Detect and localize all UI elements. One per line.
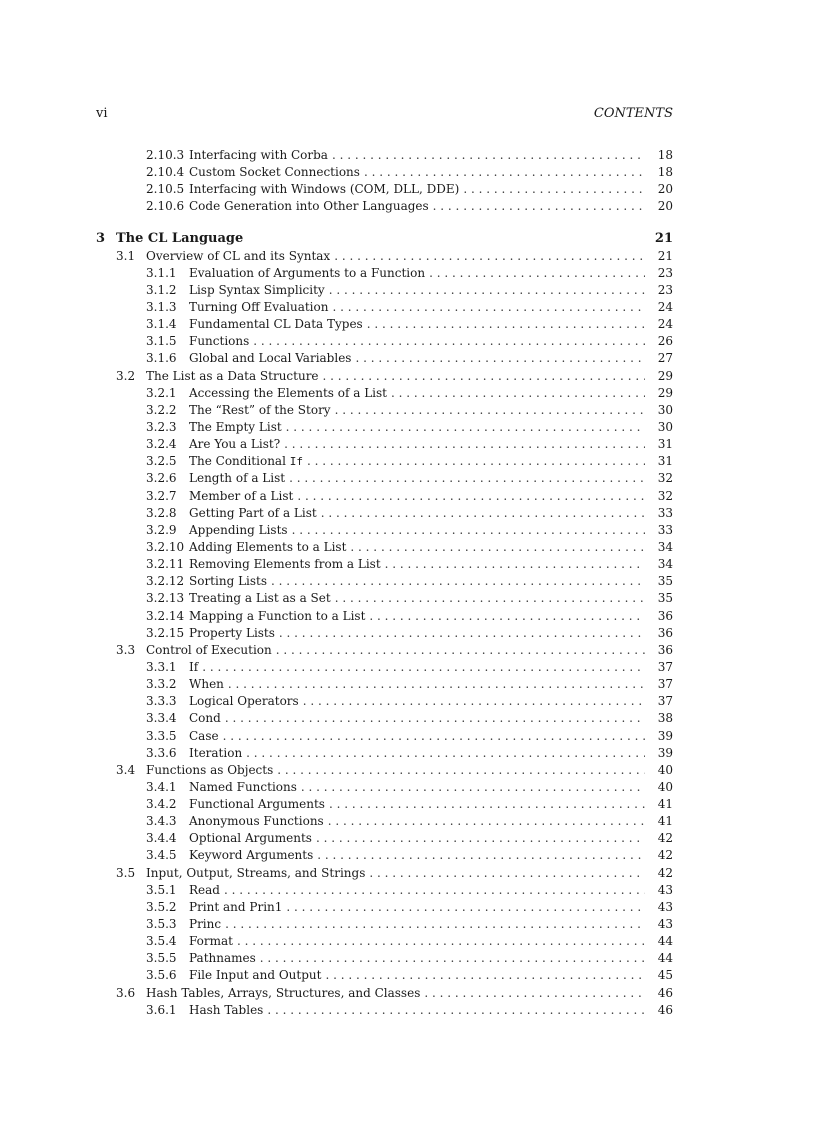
- entry-title: Lisp Syntax Simplicity: [189, 282, 325, 297]
- entry-title: Appending Lists: [189, 522, 288, 537]
- entry-title: Fundamental CL Data Types: [189, 317, 363, 332]
- entry-page: 34: [657, 539, 673, 554]
- entry-title: The Empty List: [189, 419, 282, 434]
- entry-page: 43: [657, 917, 673, 932]
- entry-title: Hash Tables: [189, 1002, 264, 1017]
- entry-number: 3.2.9: [146, 522, 177, 537]
- toc-subsection-row[interactable]: [96, 967, 673, 984]
- entry-page: 42: [657, 848, 673, 863]
- leader-dots: [463, 181, 645, 198]
- entry-page: 44: [657, 951, 673, 966]
- entry-number: 3.5: [116, 865, 136, 880]
- entry-title: File Input and Output: [189, 968, 322, 983]
- entry-number: 3.1.2: [146, 282, 177, 297]
- leader-dots: [391, 385, 645, 402]
- entry-title: Interfacing with Windows (COM, DLL, DDE): [189, 182, 460, 197]
- entry-number: 3.2.7: [146, 488, 177, 503]
- entry-title: Case: [189, 728, 219, 743]
- toc-subsection-row[interactable]: [96, 299, 673, 316]
- toc-subsection-row[interactable]: [96, 882, 673, 899]
- leader-dots: [334, 248, 645, 265]
- entry-page: 26: [657, 334, 673, 349]
- leader-dots: [323, 368, 645, 385]
- entry-title: Format: [189, 934, 233, 949]
- entry-page: 36: [657, 625, 673, 640]
- toc-subsection-row[interactable]: [96, 916, 673, 933]
- toc-section-row[interactable]: [96, 865, 673, 882]
- entry-title: Optional Arguments: [189, 831, 312, 846]
- entry-page: 33: [657, 522, 673, 537]
- toc-subsection-row[interactable]: [96, 847, 673, 864]
- entry-title: Global and Local Variables: [189, 351, 352, 366]
- toc-subsection-row[interactable]: [96, 350, 673, 367]
- toc-subsection-row[interactable]: [96, 676, 673, 693]
- toc-subsection-row[interactable]: [96, 950, 673, 967]
- entry-title: Are You a List?: [189, 437, 281, 452]
- entry-number: 3.3.3: [146, 694, 177, 709]
- entry-page: 31: [657, 437, 673, 452]
- entry-page: 29: [657, 385, 673, 400]
- leader-dots: [329, 282, 645, 299]
- toc-subsection-row[interactable]: [96, 830, 673, 847]
- entry-page: 39: [657, 745, 673, 760]
- entry-number: 3.3.6: [146, 745, 177, 760]
- entry-title: Interfacing with Corba: [189, 148, 328, 162]
- leader-dots: [279, 625, 645, 642]
- leader-dots: [301, 779, 645, 796]
- entry-page: 27: [657, 351, 673, 366]
- leader-dots: [335, 590, 645, 607]
- toc-subsection-row[interactable]: [96, 198, 673, 215]
- entry-number: 3.3: [116, 642, 136, 657]
- entry-page: 43: [657, 899, 673, 914]
- toc-subsection-row[interactable]: [96, 608, 673, 625]
- entry-title: Control of Execution: [146, 642, 272, 657]
- entry-number: 3.6: [116, 985, 136, 1000]
- entry-page: 18: [657, 148, 673, 162]
- leader-dots: [202, 659, 645, 676]
- entry-page: 23: [657, 265, 673, 280]
- leader-dots: [369, 865, 645, 882]
- entry-title: Code Generation into Other Languages: [189, 199, 429, 214]
- entry-number: 3.2.13: [146, 591, 185, 606]
- entry-number: 3.2.15: [146, 625, 185, 640]
- toc-subsection-row[interactable]: [96, 488, 673, 505]
- leader-dots: [237, 933, 645, 950]
- entry-number: 3.5.6: [146, 968, 177, 983]
- entry-page: 30: [657, 419, 673, 434]
- leader-dots: [297, 488, 645, 505]
- toc-subsection-row[interactable]: [96, 539, 673, 556]
- leader-dots: [385, 556, 645, 573]
- entry-title: Treating a List as a Set: [189, 591, 331, 606]
- entry-title: When: [189, 677, 224, 692]
- entry-number: 3.3.5: [146, 728, 177, 743]
- entry-number: 2.10.6: [146, 199, 185, 214]
- toc-subsection-row[interactable]: [96, 522, 673, 539]
- entry-number: 3.1.5: [146, 334, 177, 349]
- entry-page: 40: [657, 779, 673, 794]
- toc-subsection-row[interactable]: [96, 505, 673, 522]
- chapter-number: 3: [96, 230, 106, 246]
- toc-subsection-row[interactable]: [96, 556, 673, 573]
- entry-title: Length of a List: [189, 471, 286, 486]
- entry-page: 33: [657, 505, 673, 520]
- entry-title: Functions: [189, 334, 250, 349]
- entry-title: If: [189, 659, 199, 674]
- leader-dots: [225, 710, 645, 727]
- toc-subsection-row[interactable]: [96, 745, 673, 762]
- toc-subsection-row[interactable]: [96, 813, 673, 830]
- toc-section-row[interactable]: [96, 642, 673, 659]
- toc-subsection-row[interactable]: [96, 625, 673, 642]
- entry-number: 3.2.2: [146, 402, 177, 417]
- leader-dots: [433, 198, 645, 215]
- entry-title: Cond: [189, 711, 221, 726]
- entry-title: Pathnames: [189, 951, 256, 966]
- entry-page: 34: [657, 557, 673, 572]
- page-header: [96, 106, 673, 124]
- entry-title: The Conditional If: [189, 454, 303, 469]
- entry-title: Sorting Lists: [189, 574, 268, 589]
- entry-number: 3.5.1: [146, 882, 177, 897]
- toc-subsection-row[interactable]: [96, 419, 673, 436]
- entry-title: Iteration: [189, 745, 243, 760]
- entry-number: 3.2: [116, 368, 136, 383]
- entry-page: 35: [657, 574, 673, 589]
- leader-dots: [303, 693, 645, 710]
- entry-page: 41: [657, 797, 673, 812]
- entry-number: 3.1: [116, 248, 136, 263]
- toc-subsection-row[interactable]: [96, 728, 673, 745]
- entry-page: 36: [657, 642, 673, 657]
- entry-number: 3.3.4: [146, 711, 177, 726]
- entry-number: 3.2.5: [146, 454, 177, 469]
- entry-page: 37: [657, 677, 673, 692]
- leader-dots: [332, 299, 645, 316]
- entry-title: Overview of CL and its Syntax: [146, 248, 331, 263]
- entry-page: 18: [657, 165, 673, 180]
- leader-dots: [316, 830, 645, 847]
- toc-subsection-row[interactable]: [96, 453, 673, 470]
- toc-subsection-row[interactable]: [96, 710, 673, 727]
- entry-number: 3.2.3: [146, 419, 177, 434]
- toc-section-row[interactable]: [96, 368, 673, 385]
- entry-page: 44: [657, 934, 673, 949]
- entry-title: Functional Arguments: [189, 797, 325, 812]
- entry-number: 3.4.4: [146, 831, 177, 846]
- entry-title: Member of a List: [189, 488, 294, 503]
- entry-number: 3.3.2: [146, 677, 177, 692]
- entry-page: 41: [657, 814, 673, 829]
- toc-section-row[interactable]: [96, 248, 673, 265]
- entry-title: Getting Part of a List: [189, 505, 317, 520]
- entry-number: 3.4.1: [146, 779, 177, 794]
- entry-number: 3.2.6: [146, 471, 177, 486]
- entry-number: 2.10.5: [146, 182, 185, 197]
- entry-page: 46: [657, 985, 673, 1000]
- toc-subsection-row[interactable]: [96, 402, 673, 419]
- toc-subsection-row[interactable]: [96, 265, 673, 282]
- entry-number: 3.2.8: [146, 505, 177, 520]
- entry-page: 32: [657, 471, 673, 486]
- toc-section-row[interactable]: [96, 762, 673, 779]
- leader-dots: [369, 608, 645, 625]
- leader-dots: [321, 505, 645, 522]
- entry-page: 23: [657, 282, 673, 297]
- leader-dots: [277, 762, 645, 779]
- toc-subsection-row[interactable]: [96, 385, 673, 402]
- leader-dots: [325, 967, 645, 984]
- leader-dots: [253, 333, 645, 350]
- entry-title: Read: [189, 882, 220, 897]
- toc-subsection-row[interactable]: [96, 779, 673, 796]
- toc-subsection-row[interactable]: [96, 796, 673, 813]
- leader-dots: [328, 813, 645, 830]
- table-of-contents: [96, 147, 673, 1019]
- entry-page: 29: [657, 368, 673, 383]
- leader-dots: [224, 882, 645, 899]
- toc-chapter-row[interactable]: [96, 230, 673, 248]
- entry-page: 37: [657, 659, 673, 674]
- leader-dots: [286, 419, 645, 436]
- entry-number: 3.4: [116, 762, 136, 777]
- entry-title: Input, Output, Streams, and Strings: [146, 865, 366, 880]
- toc-subsection-row[interactable]: [96, 147, 673, 164]
- leader-dots: [367, 316, 645, 333]
- toc-subsection-row[interactable]: [96, 933, 673, 950]
- entry-title: Named Functions: [189, 779, 297, 794]
- toc-chapter-entries: [96, 248, 673, 1019]
- toc-subsection-row[interactable]: [96, 316, 673, 333]
- leader-dots: [246, 745, 645, 762]
- entry-page: 35: [657, 591, 673, 606]
- entry-page: 24: [657, 317, 673, 332]
- entry-title: Custom Socket Connections: [189, 165, 360, 180]
- running-title: CONTENTS: [593, 106, 673, 121]
- entry-number: 3.2.4: [146, 437, 177, 452]
- entry-number: 2.10.4: [146, 165, 185, 180]
- entry-number: 3.6.1: [146, 1002, 177, 1017]
- leader-dots: [267, 1002, 645, 1019]
- entry-title: Property Lists: [189, 625, 275, 640]
- leader-dots: [223, 728, 645, 745]
- entry-title: The List as a Data Structure: [146, 368, 319, 383]
- leader-dots: [332, 147, 645, 164]
- toc-subsection-row[interactable]: [96, 164, 673, 181]
- toc-section-row[interactable]: [96, 985, 673, 1002]
- entry-title: Functions as Objects: [146, 762, 274, 777]
- toc-subsection-row[interactable]: [96, 1002, 673, 1019]
- entry-number: 3.4.2: [146, 797, 177, 812]
- entry-title: Princ: [189, 917, 222, 932]
- entry-page: 30: [657, 402, 673, 417]
- entry-number: 3.5.5: [146, 951, 177, 966]
- entry-page: 42: [657, 831, 673, 846]
- toc-subsection-row[interactable]: [96, 470, 673, 487]
- entry-title: Removing Elements from a List: [189, 557, 381, 572]
- leader-dots: [228, 676, 645, 693]
- leader-dots: [276, 642, 645, 659]
- leader-dots: [424, 985, 645, 1002]
- entry-title: Hash Tables, Arrays, Structures, and Classes: [146, 985, 421, 1000]
- entry-number: 3.1.3: [146, 299, 177, 314]
- entry-title: Keyword Arguments: [189, 848, 314, 863]
- leader-dots: [307, 453, 645, 470]
- entry-title: Evaluation of Arguments to a Function: [189, 265, 426, 280]
- leader-dots: [329, 796, 645, 813]
- toc-subsection-row[interactable]: [96, 693, 673, 710]
- entry-number: 3.2.12: [146, 574, 185, 589]
- leader-dots: [335, 402, 645, 419]
- entry-page: 21: [657, 248, 673, 263]
- toc-subsection-row[interactable]: [96, 590, 673, 607]
- toc-section-continued: [96, 147, 673, 216]
- entry-page: 39: [657, 728, 673, 743]
- entry-number: 3.5.4: [146, 934, 177, 949]
- toc-subsection-row[interactable]: [96, 659, 673, 676]
- entry-page: 24: [657, 299, 673, 314]
- entry-page: 42: [657, 865, 673, 880]
- leader-dots: [429, 265, 645, 282]
- toc-subsection-row[interactable]: [96, 573, 673, 590]
- toc-subsection-row[interactable]: [96, 899, 673, 916]
- toc-subsection-row[interactable]: [96, 333, 673, 350]
- entry-page: 37: [657, 694, 673, 709]
- toc-subsection-row[interactable]: [96, 436, 673, 453]
- entry-page: 31: [657, 454, 673, 469]
- entry-number: 3.4.3: [146, 814, 177, 829]
- toc-subsection-row[interactable]: [96, 181, 673, 198]
- entry-page: 40: [657, 762, 673, 777]
- entry-number: 3.1.1: [146, 265, 177, 280]
- entry-number: 3.4.5: [146, 848, 177, 863]
- entry-number: 3.2.10: [146, 539, 185, 554]
- entry-number: 3.2.11: [146, 557, 185, 572]
- entry-number: 3.2.14: [146, 608, 185, 623]
- entry-number: 2.10.3: [146, 148, 185, 162]
- entry-page: 36: [657, 608, 673, 623]
- toc-subsection-row[interactable]: [96, 282, 673, 299]
- entry-number: 3.1.6: [146, 351, 177, 366]
- entry-number: 3.1.4: [146, 317, 177, 332]
- entry-title: Anonymous Functions: [189, 814, 324, 829]
- leader-dots: [289, 470, 645, 487]
- chapter-page: 21: [654, 230, 673, 246]
- entry-title: Print and Prin1: [189, 899, 283, 914]
- entry-page: 20: [657, 182, 673, 197]
- entry-title: Adding Elements to a List: [189, 539, 347, 554]
- leader-dots: [355, 350, 645, 367]
- leader-dots: [284, 436, 645, 453]
- leader-dots: [350, 539, 645, 556]
- entry-page: 46: [657, 1002, 673, 1017]
- chapter-title: The CL Language: [116, 230, 244, 246]
- leader-dots: [225, 916, 645, 933]
- leader-dots: [317, 847, 645, 864]
- entry-page: 45: [657, 968, 673, 983]
- page-number: vi: [96, 106, 108, 121]
- entry-title: Turning Off Evaluation: [189, 299, 329, 314]
- entry-number: 3.5.3: [146, 917, 177, 932]
- entry-page: 38: [657, 711, 673, 726]
- leader-dots: [260, 950, 645, 967]
- leader-dots: [292, 522, 645, 539]
- entry-title: Accessing the Elements of a List: [189, 385, 387, 400]
- entry-page: 32: [657, 488, 673, 503]
- entry-page: 20: [657, 199, 673, 214]
- entry-code: If: [289, 455, 303, 469]
- leader-dots: [271, 573, 645, 590]
- entry-page: 43: [657, 882, 673, 897]
- leader-dots: [364, 164, 645, 181]
- entry-title: Mapping a Function to a List: [189, 608, 366, 623]
- leader-dots: [286, 899, 645, 916]
- entry-number: 3.2.1: [146, 385, 177, 400]
- entry-title: Logical Operators: [189, 694, 299, 709]
- entry-number: 3.5.2: [146, 899, 177, 914]
- entry-number: 3.3.1: [146, 659, 177, 674]
- entry-title: The “Rest” of the Story: [189, 402, 331, 417]
